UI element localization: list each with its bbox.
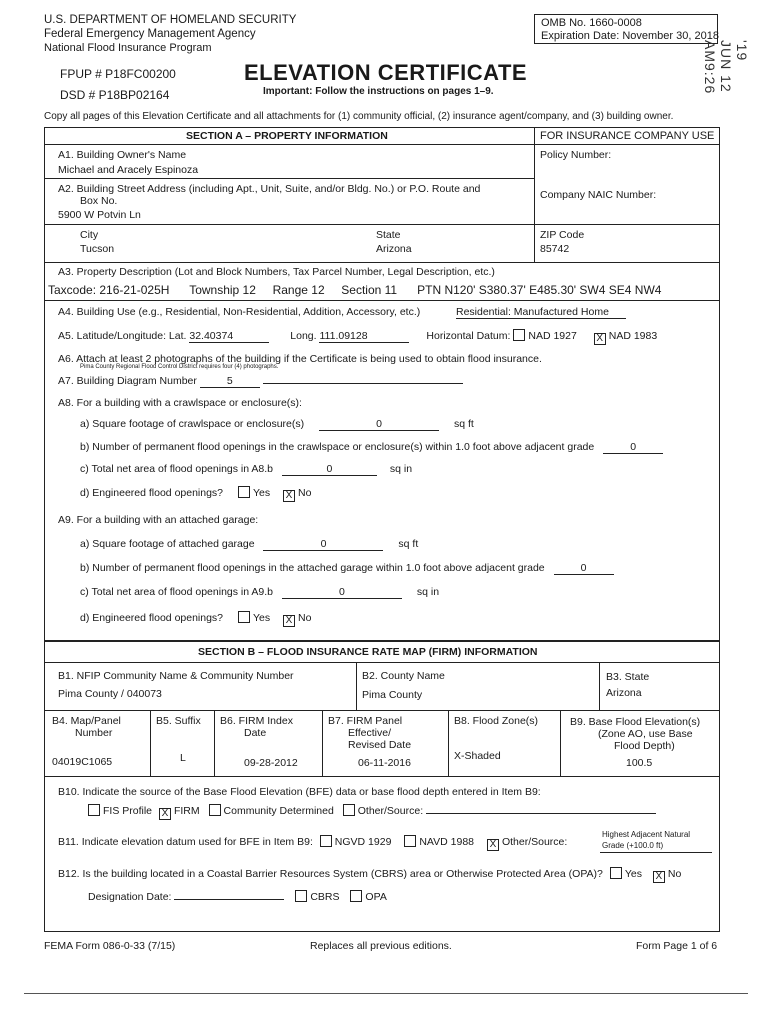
a1-label: A1. Building Owner's Name	[58, 149, 187, 161]
b1-label: B1. NFIP Community Name & Community Number	[58, 670, 294, 682]
a9d-row	[80, 611, 311, 627]
footer-replaces: Replaces all previous editions.	[310, 940, 452, 952]
b12-yes-label: Yes	[624, 868, 642, 880]
b12-row	[58, 867, 681, 883]
dsd-id: DSD # P18BP02164	[60, 88, 170, 102]
a4-value-wrap[interactable]	[456, 306, 626, 319]
a2-label2: Box No.	[80, 195, 118, 207]
ngvd-checkbox[interactable]	[320, 835, 332, 847]
received-stamp: '19 JUN 12 AM9:26	[702, 40, 750, 95]
ins-header: FOR INSURANCE COMPANY USE	[540, 130, 715, 142]
a5-label: A5. Latitude/Longitude: Lat.	[58, 330, 187, 342]
b11-note1: Highest Adjacent Natural	[602, 830, 691, 839]
a6-note: Pima County Regional Flood Control District requires four (4) photographs.	[80, 364, 279, 370]
opa-label: OPA	[365, 891, 387, 903]
nad1983-checkbox[interactable]: X	[594, 333, 606, 345]
a5-datum-label: Horizontal Datum:	[426, 330, 511, 342]
b12-label: B12. Is the building located in a Coastal Barrier Resources System (CBRS) area or Otherwise Protected Area (OPA)?	[58, 868, 603, 880]
b12-no-checkbox[interactable]: X	[653, 871, 665, 883]
a3-label: A3. Property Description (Lot and Block Numbers, Tax Parcel Number, Legal Description, etc.)	[58, 266, 495, 278]
a7-label: A7. Building Diagram Number	[58, 375, 197, 387]
ngvd-label: NGVD 1929	[334, 836, 392, 848]
important-note: Important: Follow the instructions on pages 1–9.	[263, 86, 494, 97]
a9b-label: b) Number of permanent flood openings in the attached garage within 1.0 foot above adjacent grade	[80, 562, 545, 574]
a1-value[interactable]: Michael and Aracely Espinoza	[58, 164, 199, 176]
b6-value[interactable]: 09-28-2012	[244, 757, 298, 769]
b7-value[interactable]: 06-11-2016	[358, 757, 411, 769]
b12-yes-checkbox[interactable]	[610, 867, 622, 879]
a8b-label: b) Number of permanent flood openings in the crawlspace or enclosure(s) within 1.0 foot above adjacent grade	[80, 441, 595, 453]
a8-label: A8. For a building with a crawlspace or enclosure(s):	[58, 397, 302, 409]
a8a-row	[80, 418, 474, 431]
a4-value[interactable]: Residential: Manufactured Home	[456, 306, 626, 319]
b4-label1: B4. Map/Panel	[52, 715, 121, 727]
a8b-value[interactable]: 0	[603, 441, 663, 454]
agency-dept: U.S. DEPARTMENT OF HOMELAND SECURITY	[44, 14, 297, 26]
b9-label3: Flood Depth)	[614, 740, 675, 752]
nad1927-label: NAD 1927	[528, 330, 577, 342]
other-source-label: Other/Source:	[357, 805, 424, 817]
a9-label: A9. For a building with an attached garage:	[58, 514, 259, 526]
other-source-field[interactable]	[426, 813, 656, 814]
b3-value[interactable]: Arizona	[606, 687, 642, 699]
cbrs-label: CBRS	[310, 891, 340, 903]
a9b-value[interactable]: 0	[554, 562, 614, 575]
b11-label: B11. Indicate elevation datum used for BFE in Item B9:	[58, 836, 313, 848]
a8d-row	[80, 486, 311, 502]
policy-label: Policy Number:	[540, 149, 612, 161]
a5-long-label: Long.	[290, 330, 317, 342]
other-source-checkbox[interactable]	[343, 804, 355, 816]
b11-other-label: Other/Source:	[501, 836, 568, 848]
b7-label3: Revised Date	[348, 739, 412, 751]
a8d-no-checkbox[interactable]: X	[283, 490, 295, 502]
a8c-row	[80, 463, 412, 476]
a9b-row	[80, 562, 614, 575]
a2-value[interactable]: 5900 W Potvin Ln	[58, 209, 141, 221]
omb-expiration: Expiration Date: November 30, 2018	[541, 30, 719, 42]
footer-form: FEMA Form 086-0-33 (7/15)	[44, 940, 176, 952]
b11-other-checkbox[interactable]: X	[487, 839, 499, 851]
b7-label2: Effective/	[348, 727, 391, 739]
designation-row	[88, 890, 387, 903]
nad1927-checkbox[interactable]	[513, 329, 525, 341]
a4-label: A4. Building Use (e.g., Residential, Non-Residential, Addition, Accessory, etc.)	[58, 306, 421, 318]
a3-value[interactable]: Taxcode: 216-21-025H Township 12 Range 12 Section 11 PTN N120' S380.37' E485.30' SW4 SE4 NW4	[48, 283, 662, 297]
a9d-yes-label: Yes	[252, 612, 271, 624]
b9-value[interactable]: 100.5	[626, 757, 653, 769]
a2-label: A2. Building Street Address (including Apt., Unit, Suite, and/or Bldg. No.) or P.O. Route and	[58, 183, 481, 195]
a7-value[interactable]: 5	[200, 375, 260, 388]
a8a-label: a) Square footage of crawlspace or enclosure(s)	[80, 418, 305, 430]
designation-field[interactable]	[174, 899, 284, 900]
a9a-label: a) Square footage of attached garage	[80, 538, 255, 550]
b8-value[interactable]: X-Shaded	[454, 750, 501, 762]
a9d-yes-checkbox[interactable]	[238, 611, 250, 623]
b7-label1: B7. FIRM Panel	[328, 715, 403, 727]
city-value[interactable]: Tucson	[80, 243, 115, 255]
zip-value[interactable]: 85742	[540, 243, 570, 255]
b2-label: B2. County Name	[362, 670, 445, 682]
opa-checkbox[interactable]	[350, 890, 362, 902]
a8c-label: c) Total net area of flood openings in A8.b	[80, 463, 274, 475]
a8a-value[interactable]: 0	[319, 418, 439, 431]
a5-lat[interactable]: 32.40374	[189, 330, 269, 343]
a8b-row	[80, 441, 663, 454]
firm-label: FIRM	[173, 805, 200, 817]
ins-divider	[534, 127, 535, 263]
a8d-yes-label: Yes	[252, 487, 271, 499]
omb-box	[534, 14, 718, 44]
a9c-row	[80, 586, 439, 599]
a8c-unit: sq in	[389, 463, 413, 475]
agency-name: Federal Emergency Management Agency	[44, 28, 256, 40]
designation-label: Designation Date:	[88, 891, 172, 903]
section-b-header: SECTION B – FLOOD INSURANCE RATE MAP (FIRM) INFORMATION	[198, 646, 538, 658]
a9a-row	[80, 538, 418, 551]
fpup-id: FPUP # P18FC00200	[60, 67, 176, 81]
b6-label2: Date	[244, 727, 267, 739]
bottom-rule	[24, 993, 748, 994]
a6-label: A6. Attach at least 2 photographs of the building if the Certificate is being used to obtain flood insurance.	[58, 353, 542, 365]
firm-checkbox[interactable]: X	[159, 808, 171, 820]
section-a-header: SECTION A – PROPERTY INFORMATION	[186, 130, 388, 142]
a8d-label: d) Engineered flood openings?	[80, 487, 224, 499]
a8c-value[interactable]: 0	[282, 463, 377, 476]
naic-label: Company NAIC Number:	[540, 189, 657, 201]
a7-row	[58, 375, 463, 388]
b2-value[interactable]: Pima County	[362, 689, 423, 701]
omb-number: OMB No. 1660-0008	[541, 17, 642, 29]
state-value[interactable]: Arizona	[376, 243, 412, 255]
city-label: City	[80, 229, 99, 241]
b10-options	[88, 804, 656, 820]
fis-label: FIS Profile	[103, 805, 153, 817]
state-label: State	[376, 229, 401, 241]
b3-label: B3. State	[606, 671, 650, 683]
b4-label2: Number	[75, 727, 113, 739]
a5-long[interactable]: 111.09128	[319, 330, 409, 343]
navd-label: NAVD 1988	[419, 836, 475, 848]
b10-label: B10. Indicate the source of the Base Flood Elevation (BFE) data or base flood depth entered in Item B9:	[58, 786, 541, 798]
a9d-no-checkbox[interactable]: X	[283, 615, 295, 627]
a9a-value[interactable]: 0	[263, 538, 383, 551]
fis-checkbox[interactable]	[88, 804, 100, 816]
cbrs-checkbox[interactable]	[295, 890, 307, 902]
a8d-yes-checkbox[interactable]	[238, 486, 250, 498]
b12-no-label: No	[667, 868, 682, 880]
agency-program: National Flood Insurance Program	[44, 42, 212, 54]
a9d-no-label: No	[298, 612, 312, 624]
a5-row	[58, 329, 657, 345]
b4-value[interactable]: 04019C1065	[52, 756, 113, 768]
b8-label: B8. Flood Zone(s)	[454, 715, 539, 727]
a9c-value[interactable]: 0	[282, 586, 402, 599]
a9a-unit: sq ft	[398, 538, 419, 550]
zip-label: ZIP Code	[540, 229, 585, 241]
b11-row	[58, 835, 567, 851]
b5-value[interactable]: L	[180, 752, 186, 764]
page-title: ELEVATION CERTIFICATE	[244, 60, 528, 85]
a8d-no-label: No	[298, 487, 312, 499]
a9d-label: d) Engineered flood openings?	[80, 612, 224, 624]
footer-page: Form Page 1 of 6	[636, 940, 718, 952]
b9-label2: (Zone AO, use Base	[598, 728, 693, 740]
navd-checkbox[interactable]	[404, 835, 416, 847]
a8a-unit: sq ft	[453, 418, 474, 430]
b1-value[interactable]: Pima County / 040073	[58, 688, 162, 700]
b6-label1: B6. FIRM Index	[220, 715, 293, 727]
nad1983-label: NAD 1983	[608, 330, 658, 342]
community-label: Community Determined	[223, 805, 334, 817]
b11-note2: Grade (+100.0 ft)	[602, 841, 664, 850]
b9-label1: B9. Base Flood Elevation(s)	[570, 716, 701, 728]
copy-note: Copy all pages of this Elevation Certificate and all attachments for (1) community official, (2) insurance agent/company, and (3) building owner.	[44, 111, 674, 122]
a9c-unit: sq in	[416, 586, 440, 598]
a9c-label: c) Total net area of flood openings in A9.b	[80, 586, 274, 598]
community-checkbox[interactable]	[209, 804, 221, 816]
b5-label: B5. Suffix	[156, 715, 201, 727]
